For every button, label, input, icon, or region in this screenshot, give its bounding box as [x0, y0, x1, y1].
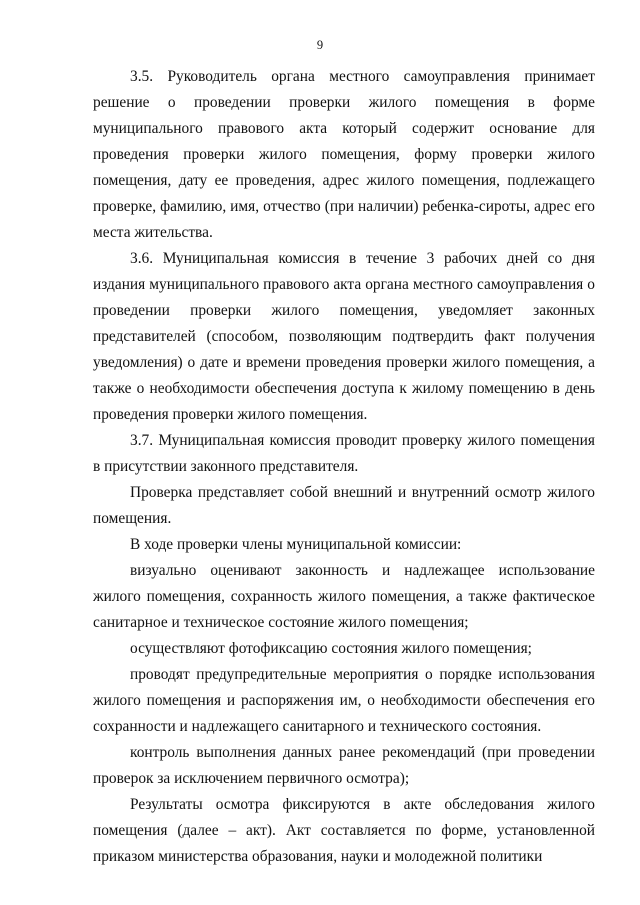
paragraph-commission-duties-intro: В ходе проверки члены муниципальной комиссии:: [130, 536, 462, 553]
paragraph-inspection-definition: Проверка представляет собой внешний и внутренний осмотр жилого помещения.: [93, 484, 595, 527]
paragraph-3-5: 3.5. Руководитель органа местного самоуправления принимает решение о проведении проверки жилого помещения в форме муниципального правового акта который содержит основание для проведения проверки жилого помещения, форму проверки жилого помещения, дату ее проведения, адрес жилого помещения, подлежащего проверке, фамилию, имя, отчество (при наличии) ребенка-сироты, адрес его места жительства.: [93, 68, 595, 241]
paragraph-duty-control: контроль выполнения данных ранее рекомендаций (при проведении проверок за исключением первичного осмотра);: [93, 744, 595, 787]
page-number: 9: [316, 38, 324, 52]
paragraph-3-7: 3.7. Муниципальная комиссия проводит проверку жилого помещения в присутствии законного представителя.: [93, 432, 595, 475]
paragraph-duty-assess: визуально оценивают законность и надлежащее использование жилого помещения, сохранность жилого помещения, а также фактическое санитарное и техническое состояние жилого помещения;: [93, 562, 595, 631]
document-body: [93, 64, 595, 870]
paragraph-results-act: Результаты осмотра фиксируются в акте обследования жилого помещения (далее – акт). Акт составляется по форме, установленной приказом министерства образования, науки и молодежной политики: [93, 796, 595, 865]
paragraph-duty-photo: осуществляют фотофиксацию состояния жилого помещения;: [130, 640, 532, 657]
paragraph-3-6: 3.6. Муниципальная комиссия в течение 3 рабочих дней со дня издания муниципального правового акта органа местного самоуправления о проведении проверки жилого помещения, уведомляет законных представителей (способом, позволяющим подтвердить факт получения уведомления) о дате и времени проведения проверки жилого помещения, а также о необходимости обеспечения доступа к жилому помещению в день проведения проверки жилого помещения.: [93, 250, 595, 423]
paragraph-duty-preventive: проводят предупредительные мероприятия о порядке использования жилого помещения и распоряжения им, о необходимости обеспечения его сохранности и надлежащего санитарного и технического состояния.: [93, 666, 595, 735]
